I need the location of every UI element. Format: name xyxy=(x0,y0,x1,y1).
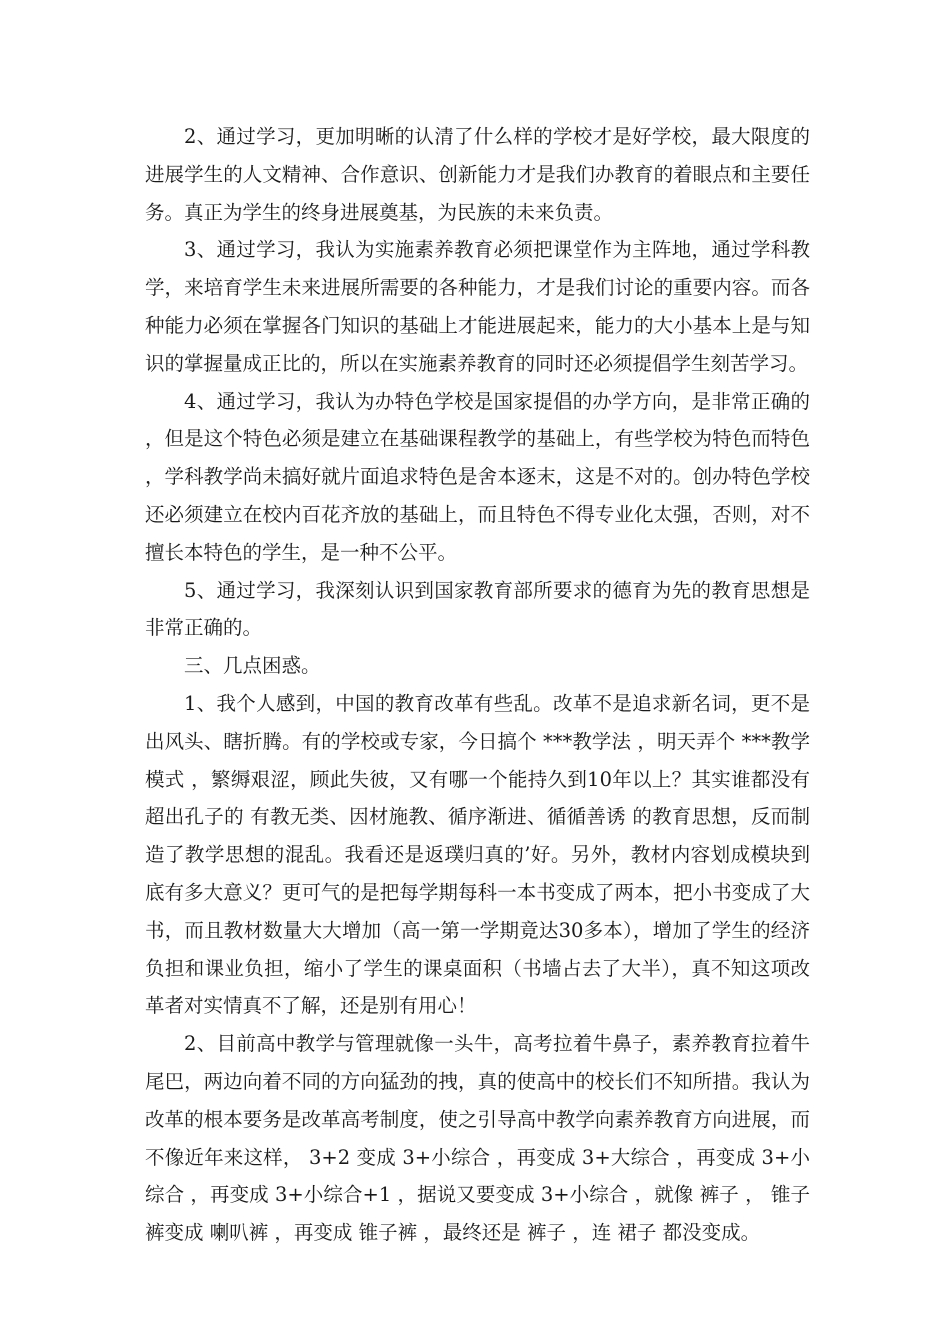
paragraph-learning-4: 4、通过学习，我认为办特色学校是国家提倡的办学方向，是非常正确的，但是这个特色必须是建立在基础课程教学的基础上，有些学校为特色而特色，学科教学尚未搞好就片面追求特色是舍本逐末，这是不对的。创办特色学校还必须建立在校内百花齐放的基础上，而且特色不得专业化太强，否则，对不擅长本特色的学生，是一种不公平。 xyxy=(145,389,810,564)
paragraph-learning-5: 5、通过学习，我深刻认识到国家教育部所要求的德育为先的教育思想是非常正确的。 xyxy=(145,578,810,640)
paragraph-confusion-2: 2、目前高中教学与管理就像一头牛，高考拉着牛鼻子，素养教育拉着牛尾巴，两边向着不同的方向猛劲的拽，真的使高中的校长们不知所措。我认为改革的根本要务是改革高考制度，使之引导高中教学向素养教育方向进展，而不像近年来这样， 3+2 变成 3+小综合 ，再变成 3+大综合 ，再变成 3+小综合 ，再变成 3+小综合+1 ，据说又要变成 3+小综合 ，就像 裤子 ， 锥子裤变成 喇叭裤 ，再变成 锥子裤 ，最终还是 裤子 ，连 裙子 都没变成。 xyxy=(145,1032,810,1245)
section-heading-confusions: 三、几点困惑。 xyxy=(184,654,321,678)
document-body xyxy=(145,118,810,1252)
paragraph-learning-2: 2、通过学习，更加明晰的认清了什么样的学校才是好学校，最大限度的进展学生的人文精神、合作意识、创新能力才是我们办教育的着眼点和主要任务。真正为学生的终身进展奠基，为民族的未来负责。 xyxy=(145,125,810,224)
paragraph-learning-3: 3、通过学习，我认为实施素养教育必须把课堂作为主阵地，通过学科教学，来培育学生未来进展所需要的各种能力，才是我们讨论的重要内容。而各种能力必须在掌握各门知识的基础上才能进展起来，能力的大小基本上是与知识的掌握量成正比的，所以在实施素养教育的同时还必须提倡学生刻苦学习。 xyxy=(145,238,810,375)
paragraph-confusion-1: 1、我个人感到，中国的教育改革有些乱。改革不是追求新名词，更不是出风头、瞎折腾。有的学校或专家，今日搞个 ***教学法 ，明天弄个 ***教学模式 ，繁缛艰涩，顾此失彼，又有哪一个能持久到10年以上？其实谁都没有超出孔子的 有教无类、因材施教、循序渐进、循循善诱 的教育思想，反而制造了教学思想的混乱。我看还是返璞归真的’好。另外，教材内容划成模块到底有多大意义？更可气的是把每学期每科一本书变成了两本，把小书变成了大书，而且教材数量大大增加（高一第一学期竟达30多本），增加了学生的经济负担和课业负担，缩小了学生的课桌面积（书墙占去了大半），真不知这项改革者对实情真不了解，还是别有用心！ xyxy=(145,691,810,1018)
